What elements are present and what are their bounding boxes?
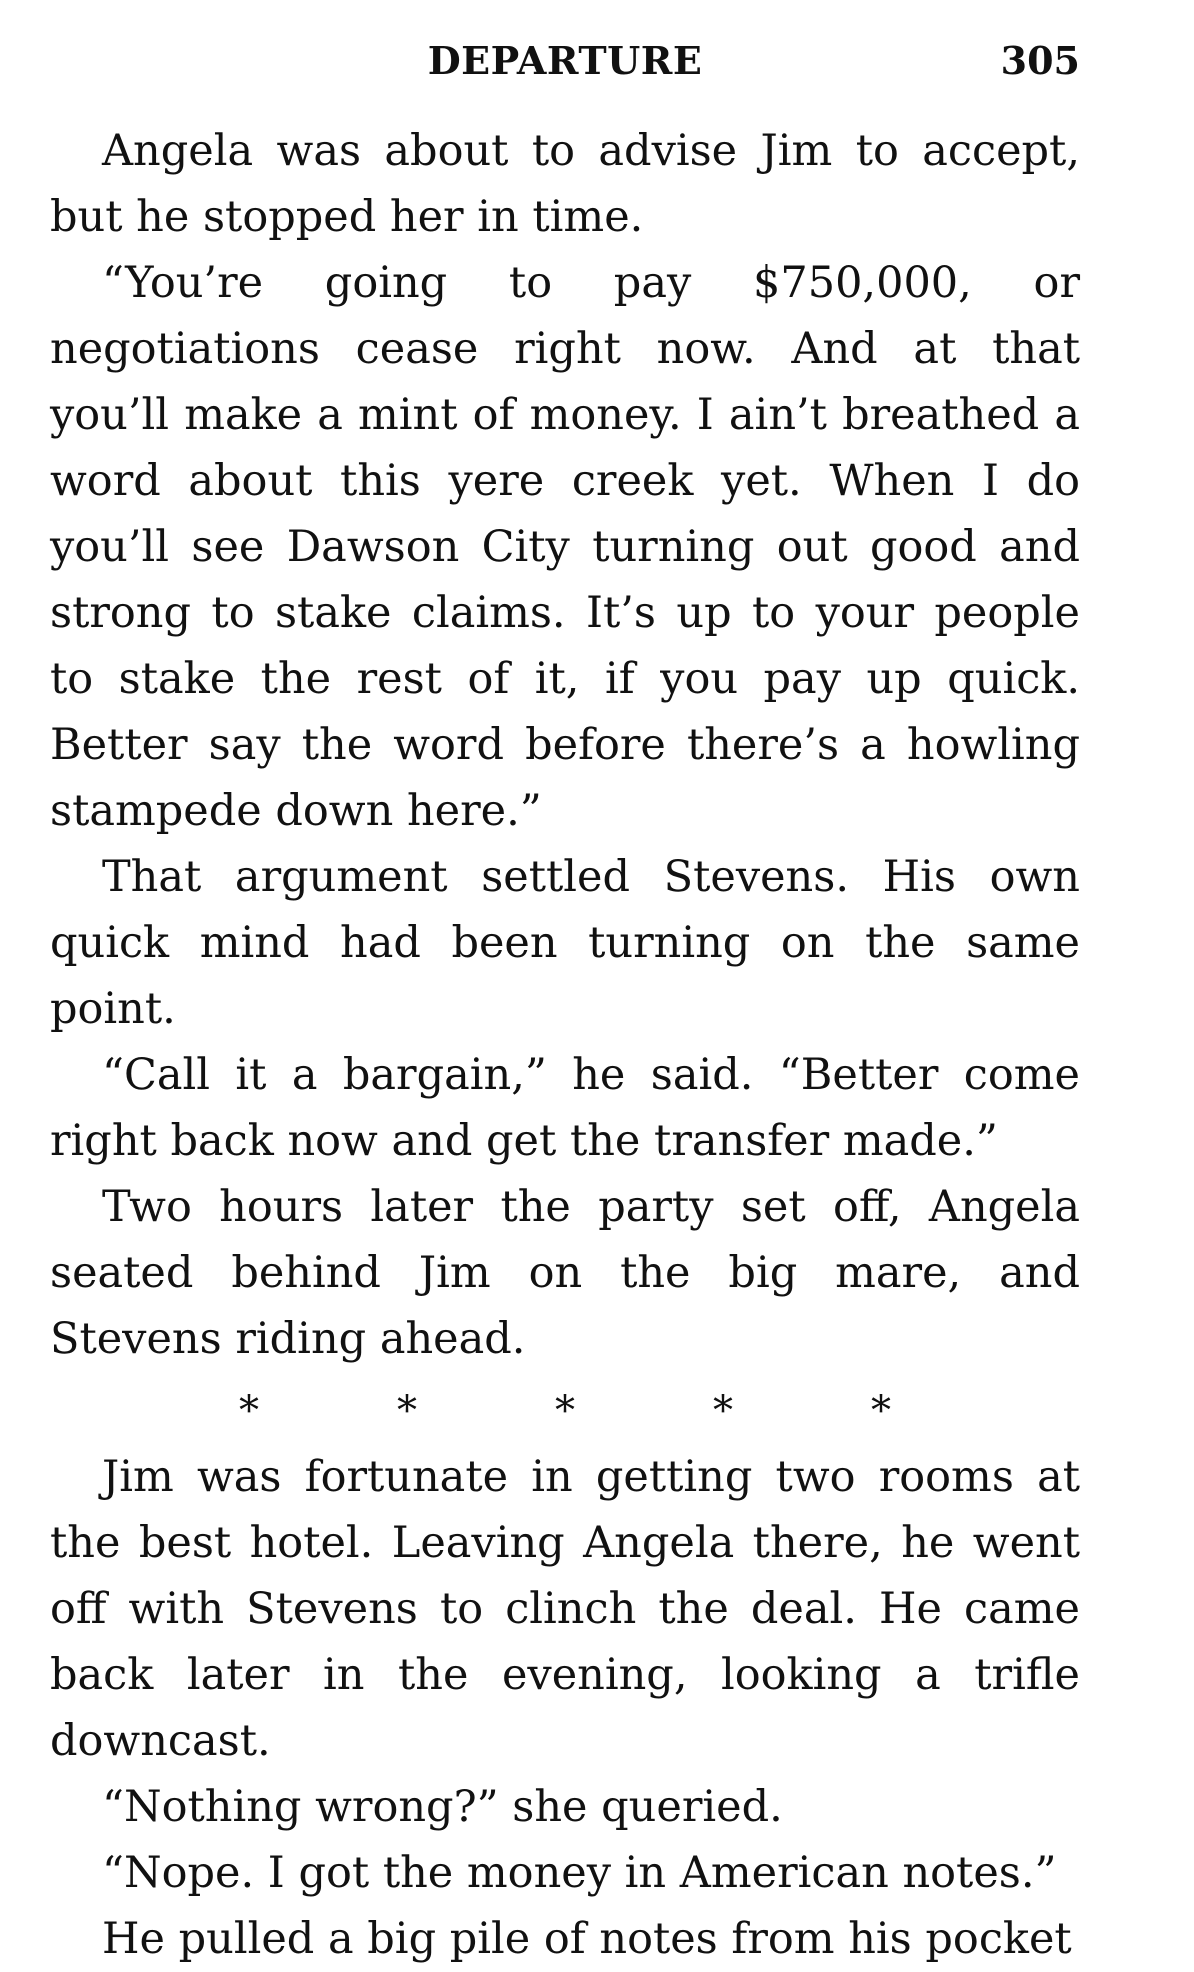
paragraph: He pulled a big pile of notes from his pocket: [102, 1914, 1072, 1964]
paragraph: “You’re going to pay $750,000, or negotiations cease right now. And at that you’ll make a mint of money. I ain’t breathed a word about this yere creek yet. When I do you’ll see Dawson City turning out good and strong to stake claims. It’s up to your people to stake the rest of it, if you pay up quick. Better say the word before there’s a howling stampede down here.”: [50, 258, 1080, 836]
section-break: [50, 1378, 1080, 1444]
paragraph: Jim was fortunate in getting two rooms at the best hotel. Leaving Angela there, he went off with Stevens to clinch the deal. He came back later in the evening, looking a trifle downcast.: [50, 1452, 1080, 1766]
asterisk: *: [555, 1388, 575, 1434]
asterisk: *: [871, 1388, 891, 1434]
body-text: [50, 118, 1080, 1972]
asterisk: *: [397, 1388, 417, 1434]
page-number: 305: [1000, 38, 1080, 83]
paragraph: That argument settled Stevens. His own quick mind had been turning on the same point.: [50, 852, 1080, 1034]
asterisk: *: [713, 1388, 733, 1434]
paragraph: “Nope. I got the money in American notes.”: [102, 1848, 1057, 1898]
paragraph: Angela was about to advise Jim to accept, but he stopped her in time.: [50, 126, 1080, 242]
paragraph: “Call it a bargain,” he said. “Better come right back now and get the transfer made.”: [50, 1050, 1080, 1166]
chapter-title: DEPARTURE: [427, 38, 703, 83]
asterisk: *: [239, 1388, 259, 1434]
paragraph: Two hours later the party set off, Angela seated behind Jim on the big mare, and Stevens riding ahead.: [50, 1182, 1080, 1364]
paragraph: “Nothing wrong?” she queried.: [102, 1782, 783, 1832]
running-head: [50, 38, 1080, 88]
